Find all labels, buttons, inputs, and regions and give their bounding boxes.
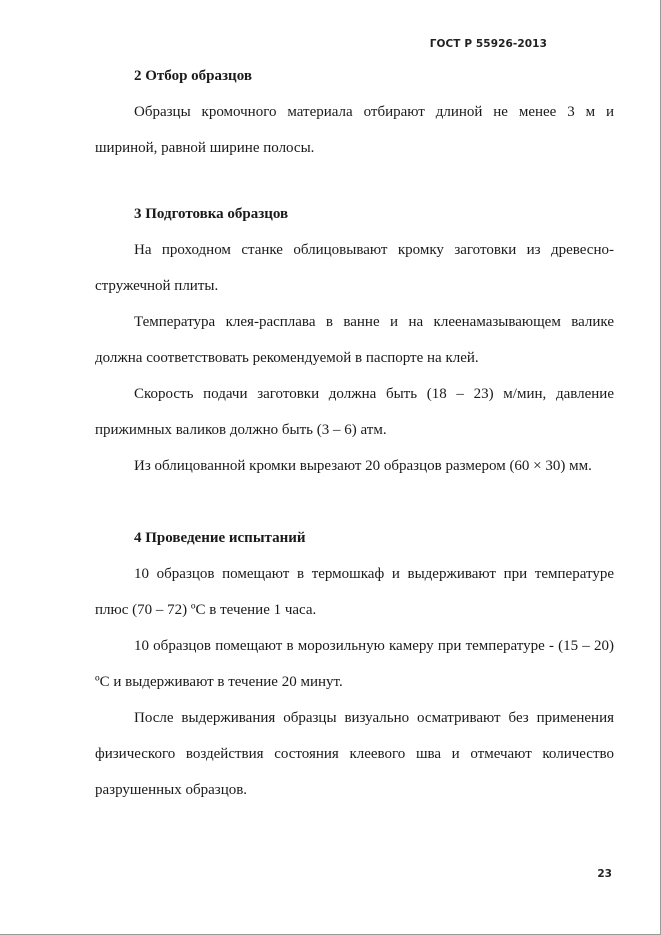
paragraph: 10 образцов помещают в морозильную камеру при температуре - (15 – 20) ºС и выдерживают в течение 20 минут. [95,638,614,690]
page-number: 23 [597,868,612,880]
section-gap [95,166,614,196]
paragraph: На проходном станке облицовывают кромку заготовки из древесно-стружечной плиты. [95,242,614,294]
section-heading: 2 Отбор образцов [134,68,252,84]
paragraph: Скорость подачи заготовки должна быть (18 – 23) м/мин, давление прижимных валиков должно быть (3 – 6) атм. [95,386,614,438]
page-header-standard-number: ГОСТ Р 55926-2013 [429,38,547,50]
section-heading: 4 Проведение испытаний [134,530,306,546]
section-heading: 3 Подготовка образцов [134,206,289,222]
paragraph: Температура клея-расплава в ванне и на клеенамазывающем валике должна соответствовать рекомендуемой в паспорте на клей. [95,314,614,366]
section-gap [95,484,614,520]
paragraph: После выдерживания образцы визуально осматривают без применения физического воздействия состояния клеевого шва и отмечают количество разрушенных образцов. [95,710,614,798]
paragraph: Образцы кромочного материала отбирают длиной не менее 3 м и шириной, равной ширине полосы. [95,104,614,156]
paragraph: 10 образцов помещают в термошкаф и выдерживают при температуре плюс (70 – 72) ºС в течение 1 часа. [95,566,614,618]
paragraph: Из облицованной кромки вырезают 20 образцов размером (60 × 30) мм. [134,458,592,474]
document-body [95,58,614,808]
